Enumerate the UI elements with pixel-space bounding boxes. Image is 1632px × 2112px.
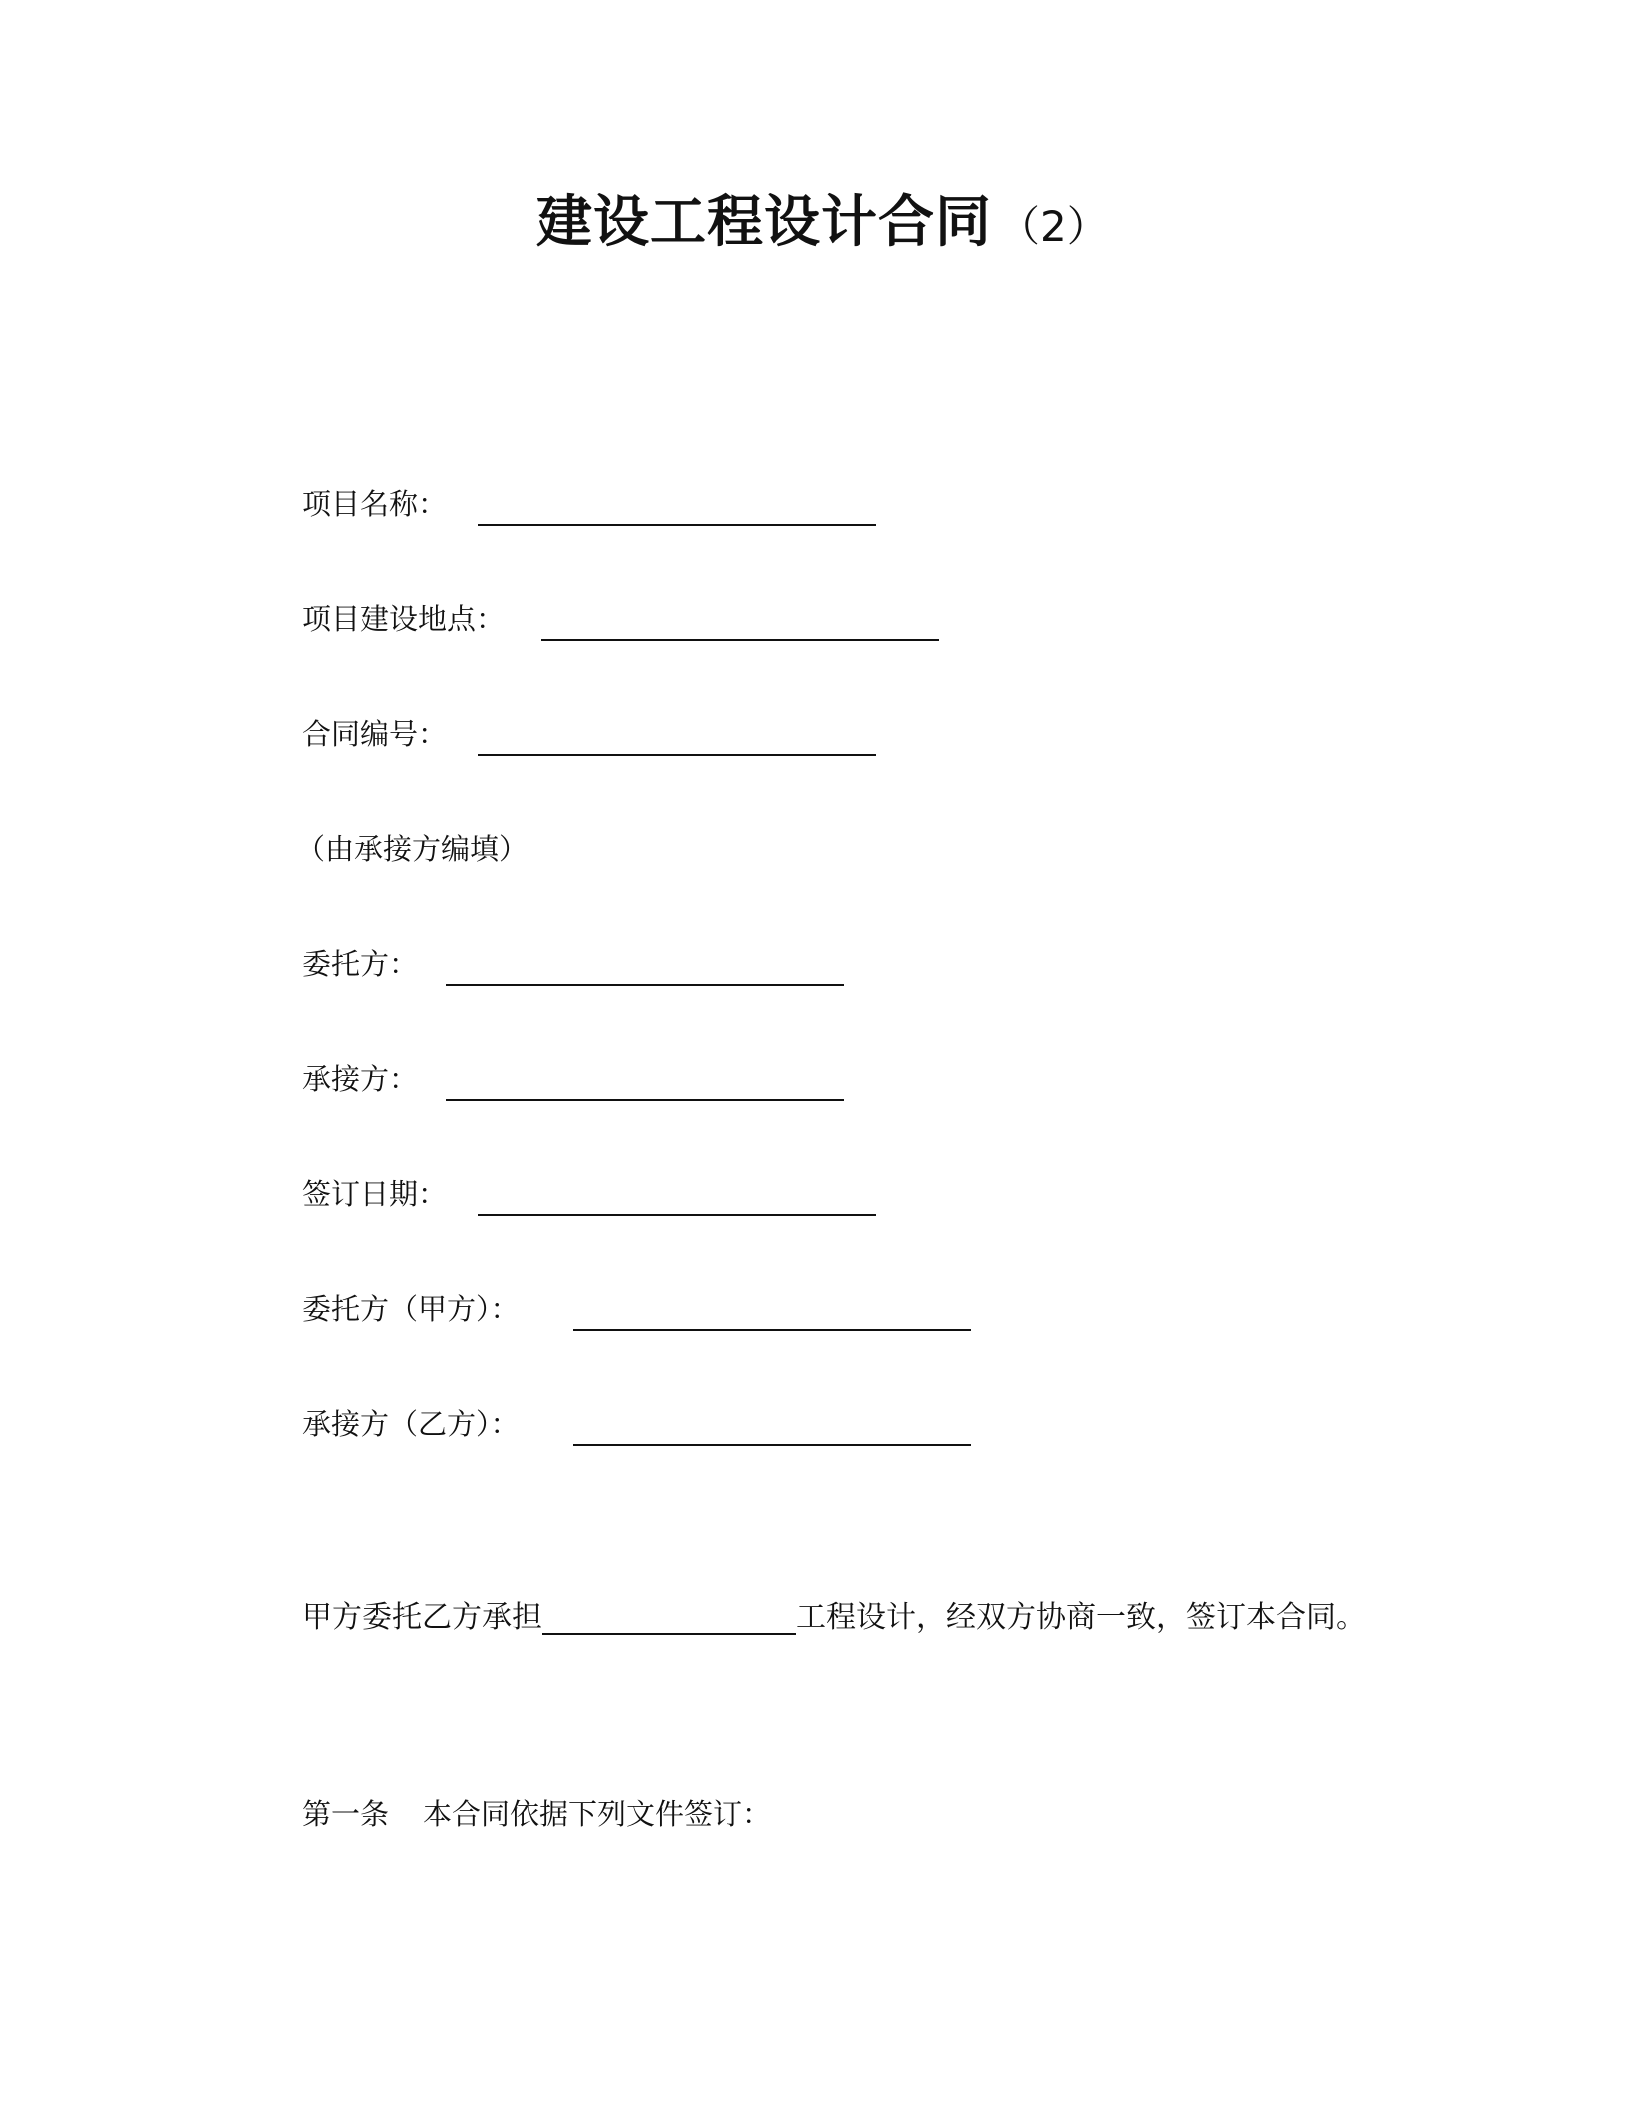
client-blank[interactable] xyxy=(446,984,844,986)
intro-text-after: 工程设计，经双方协商一致，签订本合同。 xyxy=(796,1600,1366,1635)
contract-number-blank[interactable] xyxy=(478,754,876,756)
field-label: 委托方： xyxy=(302,947,419,981)
contractor-blank[interactable] xyxy=(446,1099,844,1101)
document-title xyxy=(536,190,1109,255)
document-title-text: 建设工程设计合同 xyxy=(536,190,992,255)
field-label: 承接方： xyxy=(302,1062,419,1096)
party-a-blank[interactable] xyxy=(573,1329,971,1331)
field-contractor xyxy=(302,1062,419,1096)
intro-paragraph xyxy=(302,1600,1366,1635)
field-label: 项目建设地点： xyxy=(302,602,506,636)
project-location-blank[interactable] xyxy=(541,639,939,641)
article-number: 第一条 xyxy=(302,1797,390,1831)
contractor-fill-note xyxy=(296,832,529,866)
signing-date-blank[interactable] xyxy=(478,1214,876,1216)
project-scope-blank[interactable] xyxy=(542,1633,796,1635)
article-text: 本合同依据下列文件签订： xyxy=(423,1797,772,1831)
project-name-blank[interactable] xyxy=(478,524,876,526)
intro-text-before: 甲方委托乙方承担 xyxy=(302,1600,542,1635)
note-text: （由承接方编填） xyxy=(296,832,529,866)
document-title-suffix: （2） xyxy=(998,202,1109,251)
field-label: 承接方（乙方）： xyxy=(302,1407,520,1441)
field-label: 签订日期： xyxy=(302,1177,448,1211)
field-party-b xyxy=(302,1407,520,1441)
field-label: 项目名称： xyxy=(302,487,448,521)
field-client xyxy=(302,947,419,981)
article-one xyxy=(302,1797,772,1831)
field-contract-number xyxy=(302,717,448,751)
field-project-name xyxy=(302,487,448,521)
field-signing-date xyxy=(302,1177,448,1211)
field-party-a xyxy=(302,1292,520,1326)
field-label: 委托方（甲方）： xyxy=(302,1292,520,1326)
field-label: 合同编号： xyxy=(302,717,448,751)
party-b-blank[interactable] xyxy=(573,1444,971,1446)
field-project-location xyxy=(302,602,506,636)
